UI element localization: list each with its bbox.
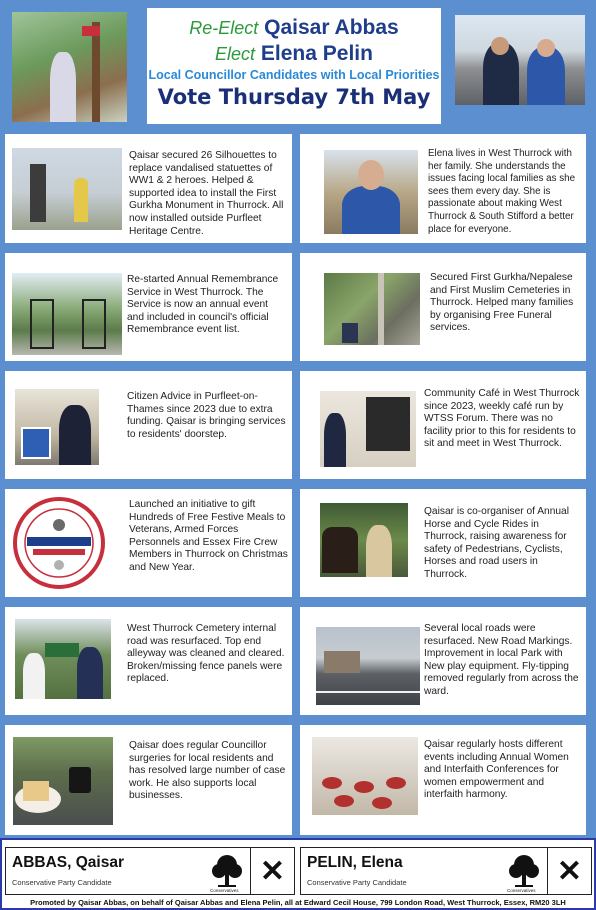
ballot-strip bbox=[0, 838, 596, 910]
card-text: Elena lives in West Thurrock with her family. She understands the issues facing local families as she sees them every day. She is passionate about making West Thurrock & South Stifford a better place for everyone. bbox=[428, 148, 576, 235]
candidate-man-head bbox=[491, 37, 509, 55]
card-roads bbox=[300, 607, 586, 715]
header-title-box bbox=[147, 8, 441, 124]
card-text: Qaisar does regular Councillor surgeries for local residents and has resolved large number of case work. He also supports local businesses. bbox=[129, 740, 286, 802]
candidate-party: Conservative Party Candidate bbox=[307, 878, 407, 887]
card-remembrance bbox=[5, 253, 292, 361]
ribbon bbox=[82, 26, 100, 36]
card-text: Qaisar is co-organiser of Annual Horse and Cycle Rides in Thurrock, raising awareness for safety of Pedestrians, Cyclists, Horses and road users in Thurrock. bbox=[424, 506, 569, 580]
card-horse-rides bbox=[300, 489, 586, 597]
card-surgeries bbox=[5, 725, 292, 835]
cafe-sign bbox=[366, 397, 410, 451]
table-1 bbox=[322, 777, 342, 789]
monument bbox=[30, 164, 46, 222]
card-cemeteries bbox=[300, 253, 586, 361]
tree-ribbon-photo bbox=[12, 12, 127, 122]
person-on-ladder bbox=[50, 52, 76, 122]
elena-photo bbox=[324, 150, 418, 234]
table-5 bbox=[372, 797, 392, 809]
person-in-yellow bbox=[74, 178, 88, 222]
card-elena bbox=[300, 134, 586, 243]
inset-photo bbox=[342, 323, 358, 343]
logo-label: Conservatives bbox=[507, 888, 536, 893]
aerial-path bbox=[378, 273, 384, 345]
subtitle: Local Councillor Candidates with Local Priorities bbox=[148, 68, 440, 82]
card-silhouettes bbox=[5, 134, 292, 243]
elect-line: Elect Elena Pelin bbox=[215, 42, 373, 65]
card-cemetery-road bbox=[5, 607, 292, 715]
ballot-box-pelin bbox=[300, 847, 592, 895]
candidate-name: PELIN, Elena bbox=[307, 854, 403, 871]
coffee-table-photo bbox=[13, 737, 113, 825]
cross-mark-icon: ✕ bbox=[250, 847, 294, 895]
conservative-tree-icon bbox=[507, 853, 541, 889]
man-in-suit bbox=[77, 647, 103, 699]
woman-in-white bbox=[23, 653, 45, 699]
cafe-photo bbox=[320, 391, 416, 467]
road-photo bbox=[316, 627, 420, 705]
road-marking bbox=[316, 691, 420, 693]
card-text: Qaisar secured 26 Silhouettes to replace vandalised statuettes of WW1 & 2 heroes. Helped & supported idea to install the First Gurkha Monument in Thurrock. All now installed outside Purfleet Heritage Centre. bbox=[129, 150, 284, 237]
cake-slice bbox=[23, 781, 49, 801]
face bbox=[358, 160, 384, 190]
cemetery-gate-photo bbox=[12, 273, 122, 355]
candidate-party: Conservative Party Candidate bbox=[12, 878, 112, 887]
aerial-cemetery-photo bbox=[324, 273, 420, 345]
card-events bbox=[300, 725, 586, 835]
cemetery-sign bbox=[45, 643, 79, 657]
card-citizen-advice bbox=[5, 371, 292, 479]
table-3 bbox=[386, 777, 406, 789]
man-in-suit bbox=[324, 413, 346, 467]
card-text: West Thurrock Cemetery internal road was resurfaced. Top end alleyway was cleaned and cleared. Broken/missing fence panels were replaced. bbox=[127, 623, 285, 685]
card-text: Citizen Advice in Purfleet-on-Thames since 2023 due to extra funding. Qaisar is bringing services to residents' doorstep. bbox=[127, 391, 286, 440]
citizen-advice-photo bbox=[15, 389, 99, 465]
card-text: Launched an initiative to gift Hundreds of Free Festive Meals to Veterans, Armed Forces Personnels and Essex Fire Crew Members in Thurrock on Christmas and New Year. bbox=[129, 499, 288, 573]
tree-trunk bbox=[92, 22, 100, 122]
monument-photo bbox=[12, 148, 122, 230]
card-community-cafe bbox=[300, 371, 586, 479]
man-in-jacket bbox=[366, 525, 392, 577]
logo-label: Conservatives bbox=[210, 888, 239, 893]
card-festive-meals bbox=[5, 489, 292, 597]
gate-left bbox=[30, 299, 54, 349]
blue-jacket bbox=[342, 186, 400, 234]
advice-sign bbox=[21, 427, 51, 459]
festive-meals-badge bbox=[13, 497, 105, 589]
conference-photo bbox=[312, 737, 418, 815]
reelect-line: Re-Elect Qaisar Abbas bbox=[189, 16, 399, 39]
table-2 bbox=[354, 781, 374, 793]
horse-ride-photo bbox=[320, 503, 408, 577]
card-text: Community Café in West Thurrock since 2023, weekly café run by WTSS Forum. There was no facility prior to this for residents to sit and meet in West Thurrock. bbox=[424, 388, 580, 450]
card-text: Secured First Gurkha/Nepalese and First Muslim Cemeteries in Thurrock. Helped many families by organising Free Funeral services. bbox=[430, 272, 574, 334]
card-text: Qaisar regularly hosts different events including Annual Women and Interfaith Conferences for women empowerment and interfaith harmony. bbox=[424, 739, 569, 801]
card-text: Re-started Annual Remembrance Service in West Thurrock. The Service is now an annual event and included in council's official Remembrance event list. bbox=[127, 274, 279, 336]
horse bbox=[322, 527, 358, 573]
candidate-name: ABBAS, Qaisar bbox=[12, 854, 124, 871]
houses bbox=[324, 651, 360, 673]
man-in-suit bbox=[59, 405, 91, 465]
mug bbox=[69, 767, 91, 793]
candidate-woman-head bbox=[537, 39, 555, 57]
card-text: Several local roads were resurfaced. New Road Markings. Improvement in local Park with New play equipment. Fly-tipping removed regularly from across the ward. bbox=[424, 623, 579, 697]
cemetery-road-photo bbox=[15, 619, 111, 699]
candidates-photo bbox=[455, 15, 585, 105]
table-4 bbox=[334, 795, 354, 807]
conservative-tree-icon bbox=[210, 853, 244, 889]
cross-mark-icon: ✕ bbox=[547, 847, 591, 895]
imprint-text: Promoted by Qaisar Abbas, on behalf of Qaisar Abbas and Elena Pelin, all at Edward Cecil House, 799 London Road, West Thurrock, Essex, RM20 3LH bbox=[30, 898, 566, 907]
vote-date: Vote Thursday 7th May bbox=[157, 85, 431, 109]
ballot-box-abbas bbox=[5, 847, 295, 895]
gate-right bbox=[82, 299, 106, 349]
